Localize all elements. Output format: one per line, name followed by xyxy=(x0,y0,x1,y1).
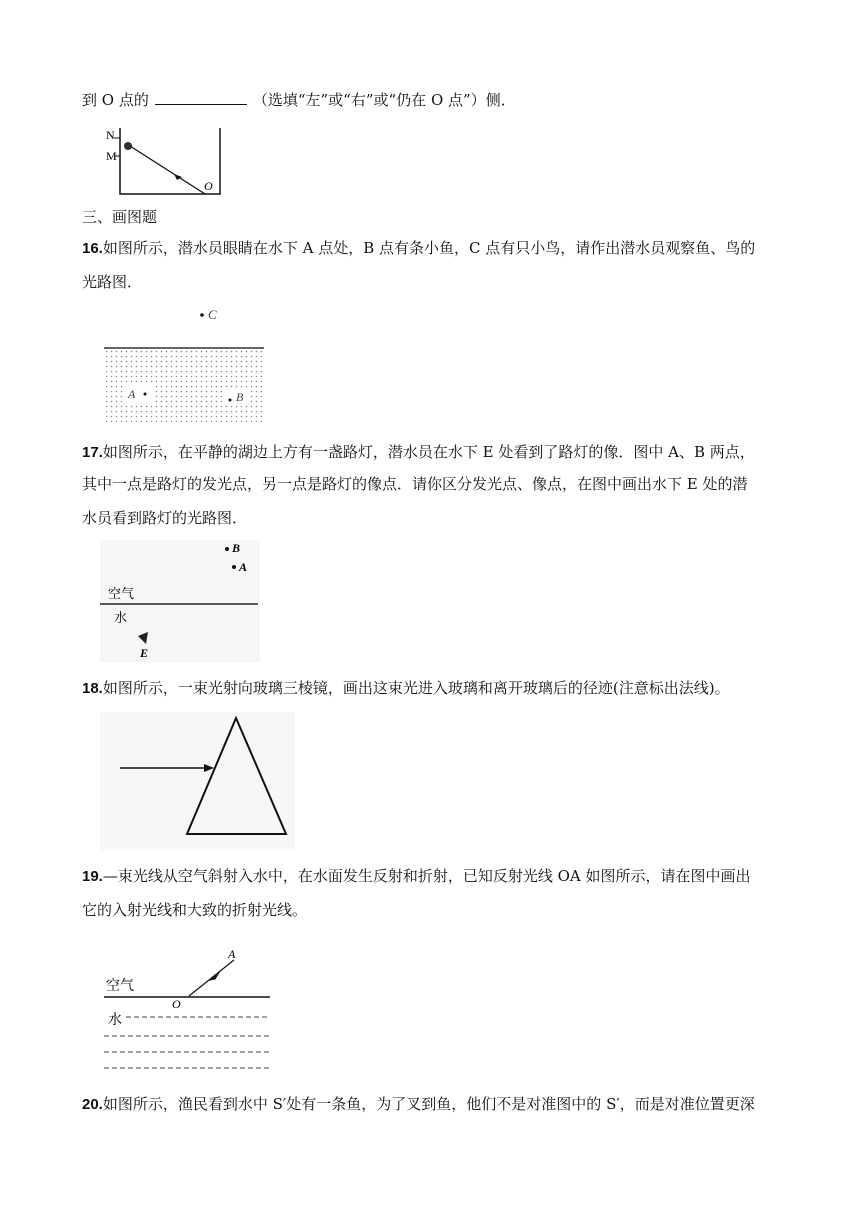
q17-line1 xyxy=(82,442,755,463)
q15-tail-line xyxy=(82,90,516,110)
q16-line2: 光路图． xyxy=(82,273,143,291)
q20-number: 20. xyxy=(82,1096,103,1113)
q16-label-a: A xyxy=(128,387,136,401)
q19-label-a: A xyxy=(228,947,236,961)
q17-number: 17. xyxy=(82,444,103,461)
arrow-icon xyxy=(210,971,220,980)
q15-figure xyxy=(100,124,230,199)
q19-label-o: O xyxy=(172,997,181,1011)
q17-label-a: A xyxy=(239,560,248,574)
q16-label-c: C xyxy=(208,307,217,322)
q16-figure xyxy=(100,300,270,425)
q16-label-b: B xyxy=(236,390,244,404)
q17-line3: 水员看到路灯的光路图． xyxy=(82,509,248,527)
q16-number: 16. xyxy=(82,240,103,257)
q19-label-air: 空气 xyxy=(106,979,134,994)
q18-line1 xyxy=(82,678,730,699)
q15-label-m: M xyxy=(106,149,117,163)
q16-line1 xyxy=(82,238,755,259)
q19-line2: 它的入射光线和大致的折射光线。 xyxy=(82,901,308,919)
q20-text1: 如图所示，渔民看到水中 S′处有一条鱼，为了叉到鱼，他们不是对准图中的 S′，而是对准位置更深 xyxy=(102,1095,755,1113)
q15-label-o: O xyxy=(204,179,213,193)
q17-label-water: 水 xyxy=(114,610,128,625)
q19-line1 xyxy=(82,866,751,887)
q19-number: 19. xyxy=(82,868,103,885)
q20-line1 xyxy=(82,1094,755,1115)
q18-text1: 如图所示，一束光射向玻璃三棱镜，画出这束光进入玻璃和离开玻璃后的径迹(注意标出法线)。 xyxy=(102,679,730,697)
q19-label-water: 水 xyxy=(108,1013,122,1028)
q19-figure xyxy=(100,940,275,1075)
q17-label-e: E xyxy=(140,646,149,660)
q15-label-n: N xyxy=(106,128,115,142)
q15-prefix: 到 O 点的 xyxy=(82,91,149,109)
q18-number: 18. xyxy=(82,680,103,697)
q17-label-b: B xyxy=(232,541,241,555)
q16-text1: 如图所示，潜水员眼睛在水下 A 点处，B 点有条小鱼，C 点有只小鸟，请作出潜水员观察鱼、鸟的 xyxy=(102,239,756,257)
section-title: 三、画图题 xyxy=(82,209,158,226)
q17-text1: 如图所示，在平静的湖边上方有一盏路灯，潜水员在水下 E 处看到了路灯的像．图中 A、B 两点， xyxy=(102,443,755,461)
q15-suffix: （选填“左”或“右”或“仍在 O 点”）侧． xyxy=(252,91,516,109)
q19-text1: —束光线从空气斜射入水中，在水面发生反射和折射，已知反射光线 OA 如图所示，请在图中画出 xyxy=(102,867,751,885)
q17-line2: 其中一点是路灯的发光点，另一点是路灯的像点．请你区分发光点、像点，在图中画出水下 E 处的潜 xyxy=(82,475,748,493)
q17-figure xyxy=(100,540,260,662)
q18-figure xyxy=(100,712,295,850)
q17-label-air: 空气 xyxy=(108,586,135,601)
q15-answer-blank[interactable] xyxy=(155,90,247,105)
